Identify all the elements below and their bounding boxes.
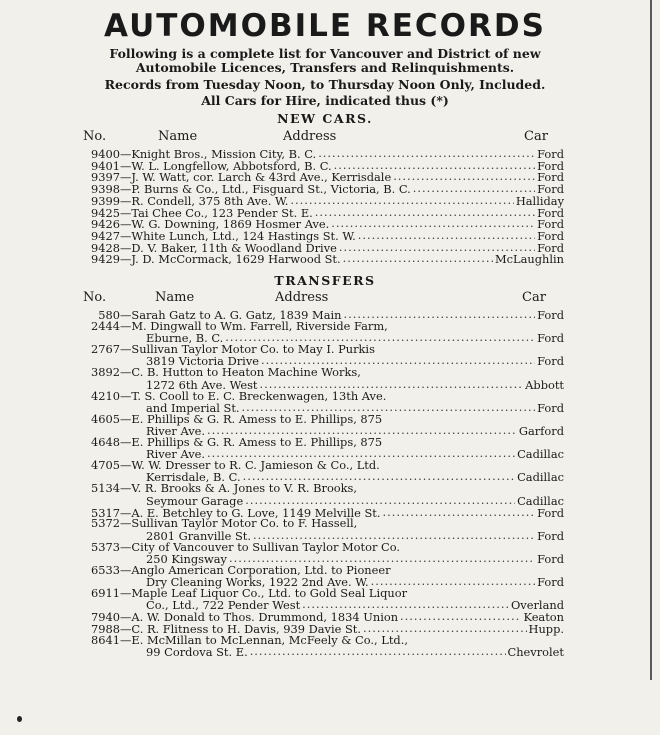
dot-leader	[382, 505, 535, 517]
record-text: D. V. Baker, 11th & Woodland Drive	[131, 240, 337, 255]
record-text-continued: 2801 Granville St.	[146, 528, 252, 543]
record-text-continued: and Imperial St.	[146, 400, 240, 415]
dot-leader	[413, 181, 535, 193]
dash-separator: —	[120, 308, 132, 322]
record-text: W. W. Dresser to R. C. Jamieson & Co., Ltd.	[131, 458, 380, 473]
dot-leader	[207, 446, 515, 458]
record-number: 9425	[91, 205, 120, 220]
record-number: 5134	[91, 481, 120, 496]
dash-separator: —	[120, 147, 132, 161]
record-text: Sarah Gatz to A. G. Gatz, 1839 Main	[131, 308, 342, 322]
dot-leader	[358, 228, 535, 240]
dot-leader	[253, 528, 535, 540]
dash-separator: —	[120, 193, 132, 208]
dot-leader	[302, 597, 509, 609]
dot-leader	[393, 169, 535, 181]
car-make: Ford	[537, 308, 564, 322]
record-text: Anglo American Corporation, Ltd. to Pioneer	[131, 562, 391, 577]
record-number: 9427	[91, 228, 120, 243]
car-make: Cadillac	[517, 470, 564, 485]
record-number: 3892	[91, 365, 120, 380]
dot-leader	[229, 551, 535, 563]
dot-leader	[260, 377, 524, 389]
car-make: Ford	[537, 551, 564, 566]
car-make: Overland	[510, 598, 564, 613]
record-text: P. Burns & Co., Ltd., Fisguard St., Victoria, B. C.	[131, 182, 411, 197]
car-make: McLaughlin	[495, 252, 564, 267]
car-make: Ford	[537, 354, 564, 369]
dash-separator: —	[120, 240, 132, 255]
dash-separator: —	[120, 505, 132, 520]
dot-leader	[400, 609, 521, 621]
car-make: Cadillac	[517, 447, 564, 462]
record-number: 4648	[91, 434, 120, 449]
record-text: Sullivan Taylor Motor Co. to F. Hassell,	[131, 516, 358, 531]
col-name: Name	[155, 290, 195, 305]
record-text-continued: 1272 6th Ave. West	[146, 377, 258, 392]
record-text: R. Condell, 375 8th Ave. W.	[131, 193, 289, 208]
record-number: 9398	[91, 182, 120, 197]
car-make: Ford	[537, 505, 564, 520]
car-make: Ford	[537, 147, 564, 161]
car-make: Ford	[537, 240, 564, 255]
record-number: 9426	[91, 217, 120, 232]
dot-leader	[334, 158, 536, 170]
dash-separator: —	[120, 170, 132, 185]
record-text-continued: Dry Cleaning Works, 1922 2nd Ave. W.	[146, 575, 369, 590]
record-number: 5317	[91, 505, 120, 520]
dash-separator: —	[120, 342, 132, 357]
dot-leader	[343, 307, 535, 319]
record-number: 580	[98, 308, 120, 322]
record-number: 7988	[91, 622, 120, 637]
record-text: W. L. Longfellow, Abbotsford, B. C.	[131, 158, 332, 173]
car-make: Halliday	[515, 193, 564, 208]
record-number: 9400	[91, 147, 120, 161]
dot-leader	[207, 423, 517, 435]
car-make: Ford	[537, 331, 564, 346]
col-address: Address	[275, 290, 329, 305]
car-make: Ford	[537, 228, 564, 243]
record-text: Maple Leaf Liquor Co., Ltd. to Gold Seal Liquor	[131, 586, 408, 600]
record-text-continued: Kerrisdale, B. C.	[146, 470, 241, 485]
col-address: Address	[283, 129, 337, 144]
dash-separator: —	[120, 388, 132, 403]
col-no: No.	[83, 129, 107, 144]
record-number: 2767	[91, 342, 120, 357]
dash-separator: —	[120, 158, 132, 173]
record-text: T. S. Cooll to E. C. Breckenwagen, 13th Ave.	[131, 388, 387, 403]
dot-leader	[225, 330, 535, 342]
ink-speck	[17, 716, 22, 722]
record-text: A. E. Betchley to G. Love, 1149 Melville St.	[131, 505, 381, 520]
dash-separator: —	[120, 458, 132, 473]
col-car: Car	[522, 290, 546, 305]
record-number: 9399	[91, 193, 120, 208]
record-number: 4705	[91, 458, 120, 473]
record-text: C. B. Hutton to Heaton Machine Works,	[131, 365, 361, 380]
car-make: Ford	[537, 575, 564, 590]
record-number: 4210	[91, 388, 120, 403]
dot-leader	[343, 251, 493, 263]
record-text: Tai Chee Co., 123 Pender St. E.	[131, 205, 313, 220]
dot-leader	[371, 574, 536, 586]
record-text: City of Vancouver to Sullivan Taylor Motor Co.	[131, 539, 401, 554]
record-number: 6911	[91, 586, 120, 600]
new-cars-heading: NEW CARS.	[277, 111, 373, 126]
dot-leader	[339, 240, 535, 252]
car-make: Abbott	[525, 377, 564, 392]
record-text-continued: River Ave.	[146, 447, 206, 462]
dash-separator: —	[120, 182, 132, 197]
dot-leader	[315, 205, 535, 217]
intro-line-4: All Cars for Hire, indicated thus (*)	[201, 93, 449, 108]
record-text: J. W. Watt, cor. Larch & 43rd Ave., Kerrisdale	[131, 170, 392, 185]
record-text: M. Dingwall to Wm. Farrell, Riverside Farm,	[131, 318, 388, 333]
car-make: Garford	[518, 424, 564, 438]
col-no: No.	[83, 290, 107, 305]
dot-leader	[261, 353, 535, 365]
dash-separator: —	[120, 252, 132, 267]
list-item	[80, 251, 564, 265]
record-number: 9429	[91, 252, 120, 267]
record-text-continued: Seymour Garage	[146, 493, 244, 508]
page-title: AUTOMOBILE RECORDS	[104, 8, 546, 44]
list-item-continuation	[80, 644, 564, 658]
intro-line-2: Automobile Licences, Transfers and Relinquishments.	[135, 60, 515, 75]
col-name: Name	[158, 129, 198, 144]
record-text: E. Phillips & G. R. Amess to E. Phillips, 875	[131, 434, 383, 449]
record-text-continued: River Ave.	[146, 424, 206, 438]
record-text: E. Phillips & G. R. Amess to E. Phillips, 875	[131, 411, 383, 426]
record-number: 7940	[91, 610, 120, 625]
dash-separator: —	[120, 610, 132, 625]
dash-separator: —	[120, 205, 132, 220]
dash-separator: —	[120, 481, 132, 496]
record-text: J. D. McCormack, 1629 Harwood St.	[131, 252, 341, 267]
car-make: Ford	[537, 158, 564, 173]
dash-separator: —	[120, 365, 132, 380]
record-number: 9397	[91, 170, 120, 185]
record-number: 9401	[91, 158, 120, 173]
record-text: E. McMillan to McLennan, McFeely & Co., Ltd.,	[131, 633, 408, 647]
intro-line-3: Records from Tuesday Noon, to Thursday Noon Only, Included.	[104, 77, 546, 92]
dot-leader	[331, 216, 535, 228]
column-rule	[650, 0, 652, 680]
car-make: Keaton	[523, 610, 564, 625]
dash-separator: —	[120, 411, 132, 426]
record-text: Sullivan Taylor Motor Co. to May I. Purkis	[131, 342, 375, 357]
car-make: Hupp.	[528, 622, 564, 637]
dash-separator: —	[120, 633, 132, 647]
car-make: Chevrolet	[507, 645, 564, 660]
car-make: Ford	[537, 217, 564, 232]
dash-separator: —	[120, 217, 132, 232]
record-number: 2444	[91, 318, 120, 333]
transfers-heading: TRANSFERS	[274, 273, 376, 288]
car-make: Ford	[537, 400, 564, 415]
dot-leader	[250, 644, 506, 656]
record-number: 9428	[91, 240, 120, 255]
dash-separator: —	[120, 434, 132, 449]
dot-leader	[318, 146, 535, 158]
record-text-continued: Co., Ltd., 722 Pender West	[146, 598, 301, 613]
record-text-continued: 3819 Victoria Drive	[146, 354, 259, 369]
dot-leader	[243, 469, 516, 481]
car-make: Cadillac	[517, 493, 564, 508]
record-text: White Lunch, Ltd., 124 Hastings St. W.	[131, 228, 356, 243]
record-text: W. G. Downing, 1869 Hosmer Ave.	[131, 217, 330, 232]
dash-separator: —	[120, 318, 132, 333]
record-number: 6533	[91, 562, 120, 577]
dash-separator: —	[120, 622, 132, 637]
car-make: Ford	[537, 528, 564, 543]
car-make: Ford	[537, 205, 564, 220]
dash-separator: —	[120, 539, 132, 554]
dash-separator: —	[120, 586, 132, 600]
record-text: A. W. Donald to Thos. Drummond, 1834 Union	[131, 610, 399, 625]
record-number: 8641	[91, 633, 120, 647]
record-text: Knight Bros., Mission City, B. C.	[131, 147, 317, 161]
dash-separator: —	[120, 228, 132, 243]
dot-leader	[290, 193, 513, 205]
dot-leader	[363, 621, 527, 633]
record-text-continued: 99 Cordova St. E.	[146, 645, 248, 660]
record-text: C. R. Flitness to H. Davis, 939 Davie St.	[131, 622, 361, 637]
dot-leader	[245, 493, 515, 505]
car-make: Ford	[537, 170, 564, 185]
record-number: 4605	[91, 411, 120, 426]
intro-line-1: Following is a complete list for Vancouver and District of new	[109, 46, 541, 61]
col-car: Car	[524, 129, 548, 144]
dot-leader	[242, 400, 536, 412]
dash-separator: —	[120, 562, 132, 577]
record-number: 5372	[91, 516, 120, 531]
record-text-continued: Eburne, B. C.	[146, 331, 224, 346]
record-text-continued: 250 Kingsway	[146, 551, 227, 566]
record-number: 5373	[91, 539, 120, 554]
record-text: V. R. Brooks & A. Jones to V. R. Brooks,	[131, 481, 358, 496]
dash-separator: —	[120, 516, 132, 531]
car-make: Ford	[537, 182, 564, 197]
